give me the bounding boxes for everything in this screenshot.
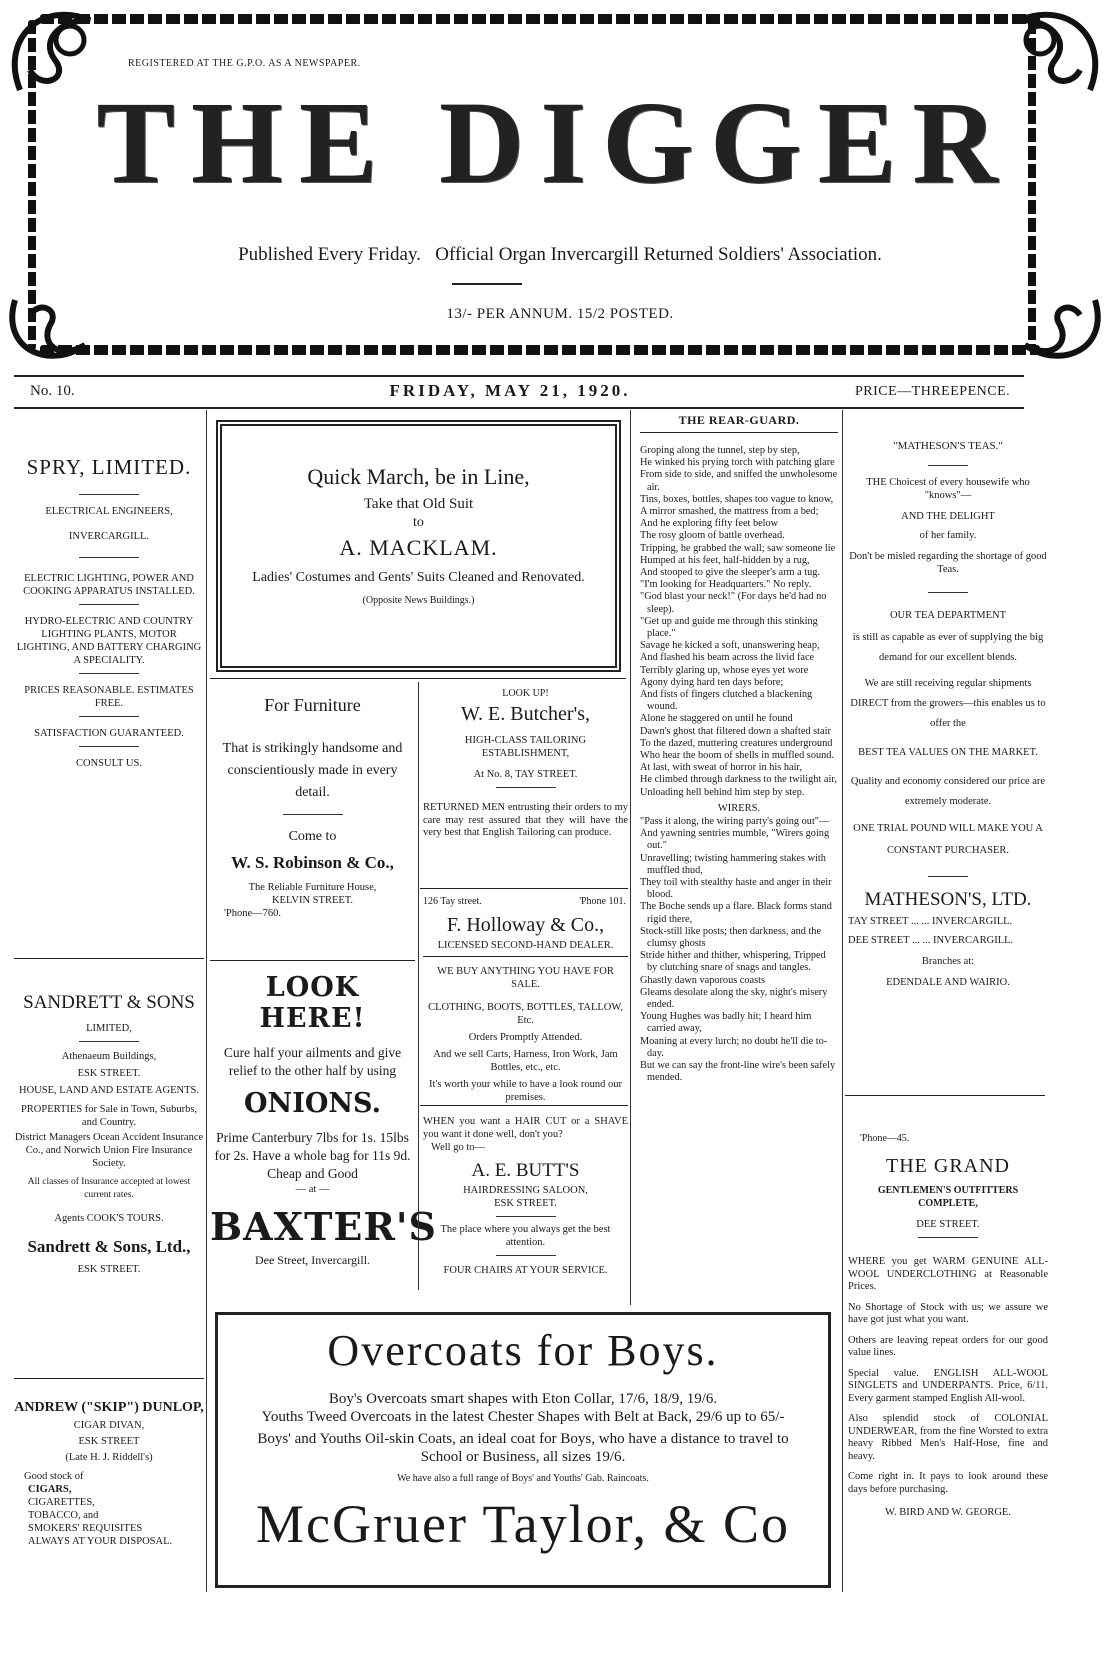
- poem-line: A mirror smashed, the mattress from a bed;: [640, 506, 819, 518]
- holloway-advert: 126 Tay street. 'Phone 101. F. Holloway & Co., LICENSED SECOND-HAND DEALER. WE BUY ANYTHING YOU HAVE FOR SALE. CLOTHING, BOOTS, BOTTLES, TALLOW, Etc. Orders Promptly Attended. And we sell Carts, Harness, Iron Work, Jam Bottles, etc., etc. It's worth your while to have a look round our premises.: [423, 896, 626, 1103]
- poem-line: Stock-still like posts; then darkness, and the clumsy ghosts: [640, 925, 822, 949]
- ornamental-border-bottom: [40, 345, 1040, 355]
- issue-date: FRIDAY, MAY 21, 1920.: [389, 381, 631, 400]
- grand-advert: 'Phone—45. THE GRAND GENTLEMEN'S OUTFITTERS COMPLETE, DEE STREET. WHERE you get WARM GENUINE ALL-WOOL UNDERCLOTHING at Reasonable Prices. No Shortage of Stock with us; we assure we have got just what you want. Others are leaving repeat orders for our good value lines. Special value. ENGLISH ALL-WOOL SINGLETS and UNDERPANTS. Price, 6/11. Every garment stamped English All-wool. Also splendid stock of COLONIAL UNDERWEAR, from the fine Worsted to extra heavy Ribbed Men's Half-Hose, fine and heavy. Come right in. It pays to look around these days before purchasing. W. BIRD AND W. GEORGE.: [848, 1133, 1048, 1518]
- poem-line: He climbed through darkness to the twilight air,: [640, 774, 837, 786]
- poem-line: Alone he staggered on until he found: [640, 713, 793, 725]
- sandrett-advert: SANDRETT & SONS LIMITED, Athenaeum Buildings, ESK STREET. HOUSE, LAND AND ESTATE AGENTS. PROPERTIES for Sale in Town, Suburbs, and Country. District Managers Ocean Accident Insurance Co., and Norwich Union Fire Insurance Society. All classes of Insurance accepted at lowest current rates. Agents COOK'S TOURS. Sandrett & Sons, Ltd., ESK STREET.: [14, 992, 204, 1275]
- spry-advert: SPRY, LIMITED. ELECTRICAL ENGINEERS, INVERCARGILL. ELECTRIC LIGHTING, POWER AND COOKING APPARATUS INSTALLED. HYDRO-ELECTRIC AND COUNTRY LIGHTING PLANTS, MOTOR LIGHTING, AND BATTERY CHARGING A SPECIALITY. PRICES REASONABLE. ESTIMATES FREE. SATISFACTION GUARANTEED. CONSULT US.: [14, 455, 204, 770]
- matheson-advert: "MATHESON'S TEAS." THE Choicest of every housewife who "knows"— AND THE DELIGHT of her family. Don't be misled regarding the shortage of good Teas. OUR TEA DEPARTMENT is still as capable as ever of supplying the big demand for our excellent blends. We are still receiving regular shipments DIRECT from the growers—this enables us to offer the BEST TEA VALUES ON THE MARKET. Quality and economy considered our price are extremely moderate. ONE TRIAL POUND WILL MAKE YOU A CONSTANT PURCHASER. MATHESON'S, LTD. TAY STREET ... ... INVERCARGILL. DEE STREET ... ... INVERCARGILL. Branches at: EDENDALE AND WAIRIO.: [848, 440, 1047, 988]
- poem-line: Savage he kicked a soft, unanswering heap,: [640, 640, 820, 652]
- poem-line: "Get up and guide me through this stinking place.": [640, 615, 818, 640]
- poem-line: And stooped to give the sleeper's arm a tug.: [640, 567, 821, 579]
- poem-line: Gleams desolate along the sky, night's misery ended.: [640, 986, 828, 1010]
- corner-scroll-icon: [0, 290, 110, 380]
- wirers-title: WIRERS.: [717, 802, 761, 814]
- poem-line: And he exploring fifty feet below: [640, 518, 779, 530]
- issue-price: PRICE—THREEPENCE.: [855, 384, 1011, 399]
- poem-line: Who hear the boom of shells in muffled sound.: [640, 750, 834, 762]
- poem-line: The rosy gloom of battle overhead.: [640, 530, 785, 542]
- poem-line: From side to side, and sniffed the unwholesome air.: [640, 469, 838, 493]
- poem-line: Tins, boxes, bottles, shapes too vague to know,: [640, 493, 834, 505]
- macklam-advert: Quick March, be in Line, Take that Old Suit to A. MACKLAM. Ladies' Costumes and Gents' Suits Cleaned and Renovated. (Opposite News Buildings.): [216, 420, 621, 672]
- poem-rear-guard: [640, 413, 838, 1084]
- newspaper-title: THE DIGGER: [96, 77, 1014, 208]
- issue-number: No. 10.: [30, 383, 75, 399]
- registered-notice: REGISTERED AT THE G.P.O. AS A NEWSPAPER.: [128, 58, 361, 69]
- poem-line: At last, with sweat of horror in his hair,: [640, 762, 803, 774]
- ornamental-border-top: [40, 14, 1040, 24]
- poem-title: THE REAR-GUARD.: [678, 413, 800, 427]
- subscription-price: 13/- PER ANNUM. 15/2 POSTED.: [446, 306, 674, 322]
- poem-line: Humped at his feet, half-hidden by a rug,: [640, 554, 810, 566]
- poem-line: Tripping, he grabbed the wall; saw someone lie: [640, 542, 836, 554]
- robinson-advert: For Furniture That is strikingly handsome and conscientiously made in every detail. Come to W. S. Robinson & Co., The Reliable Furniture House, KELVIN STREET. 'Phone—760.: [222, 695, 403, 919]
- wirers-lines: [640, 816, 838, 1084]
- poem-line: And flashed his beam across the livid face: [640, 652, 815, 664]
- poem-line: Unloading hell behind him step by step.: [640, 786, 805, 798]
- overcoats-title: Overcoats for Boys.: [327, 1326, 719, 1375]
- poem-line: Stride hither and thither, whispering, Tripped by clutching snare of snags and tangles.: [640, 950, 826, 974]
- poem-line: But we can say the front-line wire's been safely mended.: [640, 1059, 836, 1084]
- poem-line: And fists of fingers clutched a blackening wound.: [640, 689, 813, 713]
- poem-line: Groping along the tunnel, step by step,: [640, 445, 800, 456]
- poem-line: They toil with stealthy haste and anger in their blood.: [640, 876, 832, 901]
- poem-line: "Pass it along, the wiring party's going out"—: [640, 815, 830, 827]
- butcher-advert: LOOK UP! W. E. Butcher's, HIGH-CLASS TAILORING ESTABLISHMENT, At No. 8, TAY STREET. RETURNED MEN entrusting their orders to my care may rest assured that they will have the very best that English Tailoring can produce.: [423, 688, 628, 838]
- poem-line: Agony dying hard ten days before;: [640, 676, 784, 688]
- poem-line: "God blast your neck!" (For days he'd had no sleep).: [640, 591, 827, 615]
- poem-lines: [640, 445, 838, 799]
- poem-line: To the dazed, muttering creatures underground: [640, 737, 833, 749]
- mcgruer-taylor-name: McGruer Taylor, & Co: [256, 1494, 790, 1554]
- poem-line: Moaning at every lurch; no doubt he'll die to-day.: [640, 1035, 828, 1059]
- poem-line: Dawn's ghost that filtered down a shafted stair: [640, 725, 831, 737]
- poem-line: He winked his prying torch with patching glare: [640, 457, 835, 469]
- butt-advert: WHEN you want a HAIR CUT or a SHAVE you want it done well, don't you? Well go to— A. E. BUTT'S HAIRDRESSING SALOON, ESK STREET. The place where you always get the best attention. FOUR CHAIRS AT YOUR SERVICE.: [423, 1116, 628, 1276]
- baxter-advert: LOOK HERE! Cure half your ailments and give relief to the other half by using ONIONS. Prime Canterbury 7lbs for 1s. 15lbs for 2s. Have a whole bag for 11s 9d. Cheap and Good — at — BAXTER'S Dee Street, Invercargill.: [210, 972, 437, 1267]
- poem-line: Young Hughes was badly hit; I heard him carried away,: [640, 1011, 812, 1035]
- masthead-subtitle: Published Every Friday. Official Organ Invercargill Returned Soldiers' Association.: [238, 244, 882, 265]
- spry-name: SPRY, LIMITED.: [26, 455, 192, 479]
- poem-line: The Boche sends up a flare. Black forms stand rigid there,: [640, 901, 832, 925]
- poem-line: And yawning sentries mumble, "Wirers going out.": [640, 828, 830, 852]
- poem-line: "I'm looking for Headquarters." No reply.: [640, 579, 812, 591]
- dunlop-advert: ANDREW ("SKIP") DUNLOP, CIGAR DIVAN, ESK STREET (Late H. J. Riddell's) Good stock of CIGARS, CIGARETTES, TOBACCO, and SMOKERS' REQUISITES ALWAYS AT YOUR DISPOSAL.: [14, 1400, 204, 1547]
- poem-line: Unravelling; twisting hammering stakes with muffled thud,: [640, 852, 826, 876]
- sandrett-name: SANDRETT & SONS: [23, 992, 195, 1013]
- corner-scroll-icon: [1000, 290, 1110, 380]
- poem-line: Terribly glaring up, whose eyes yet wore: [640, 664, 809, 676]
- overcoats-advert: Overcoats for Boys. Boy's Overcoats smart shapes with Eton Collar, 17/6, 18/9, 19/6. Youths Tweed Overcoats in the latest Chester Shapes with Belt at Back, 29/6 up to 65/- Boys' and Youths Oil-skin Coats, an ideal coat for Boys, who have a distance to travel to School or Business, all sizes 19/6. We have also a full range of Boys' and Youths' Gab. Raincoats. McGruer Taylor, & Co: [215, 1312, 831, 1588]
- poem-line: Ghastly dawn vaporous coasts: [640, 974, 765, 986]
